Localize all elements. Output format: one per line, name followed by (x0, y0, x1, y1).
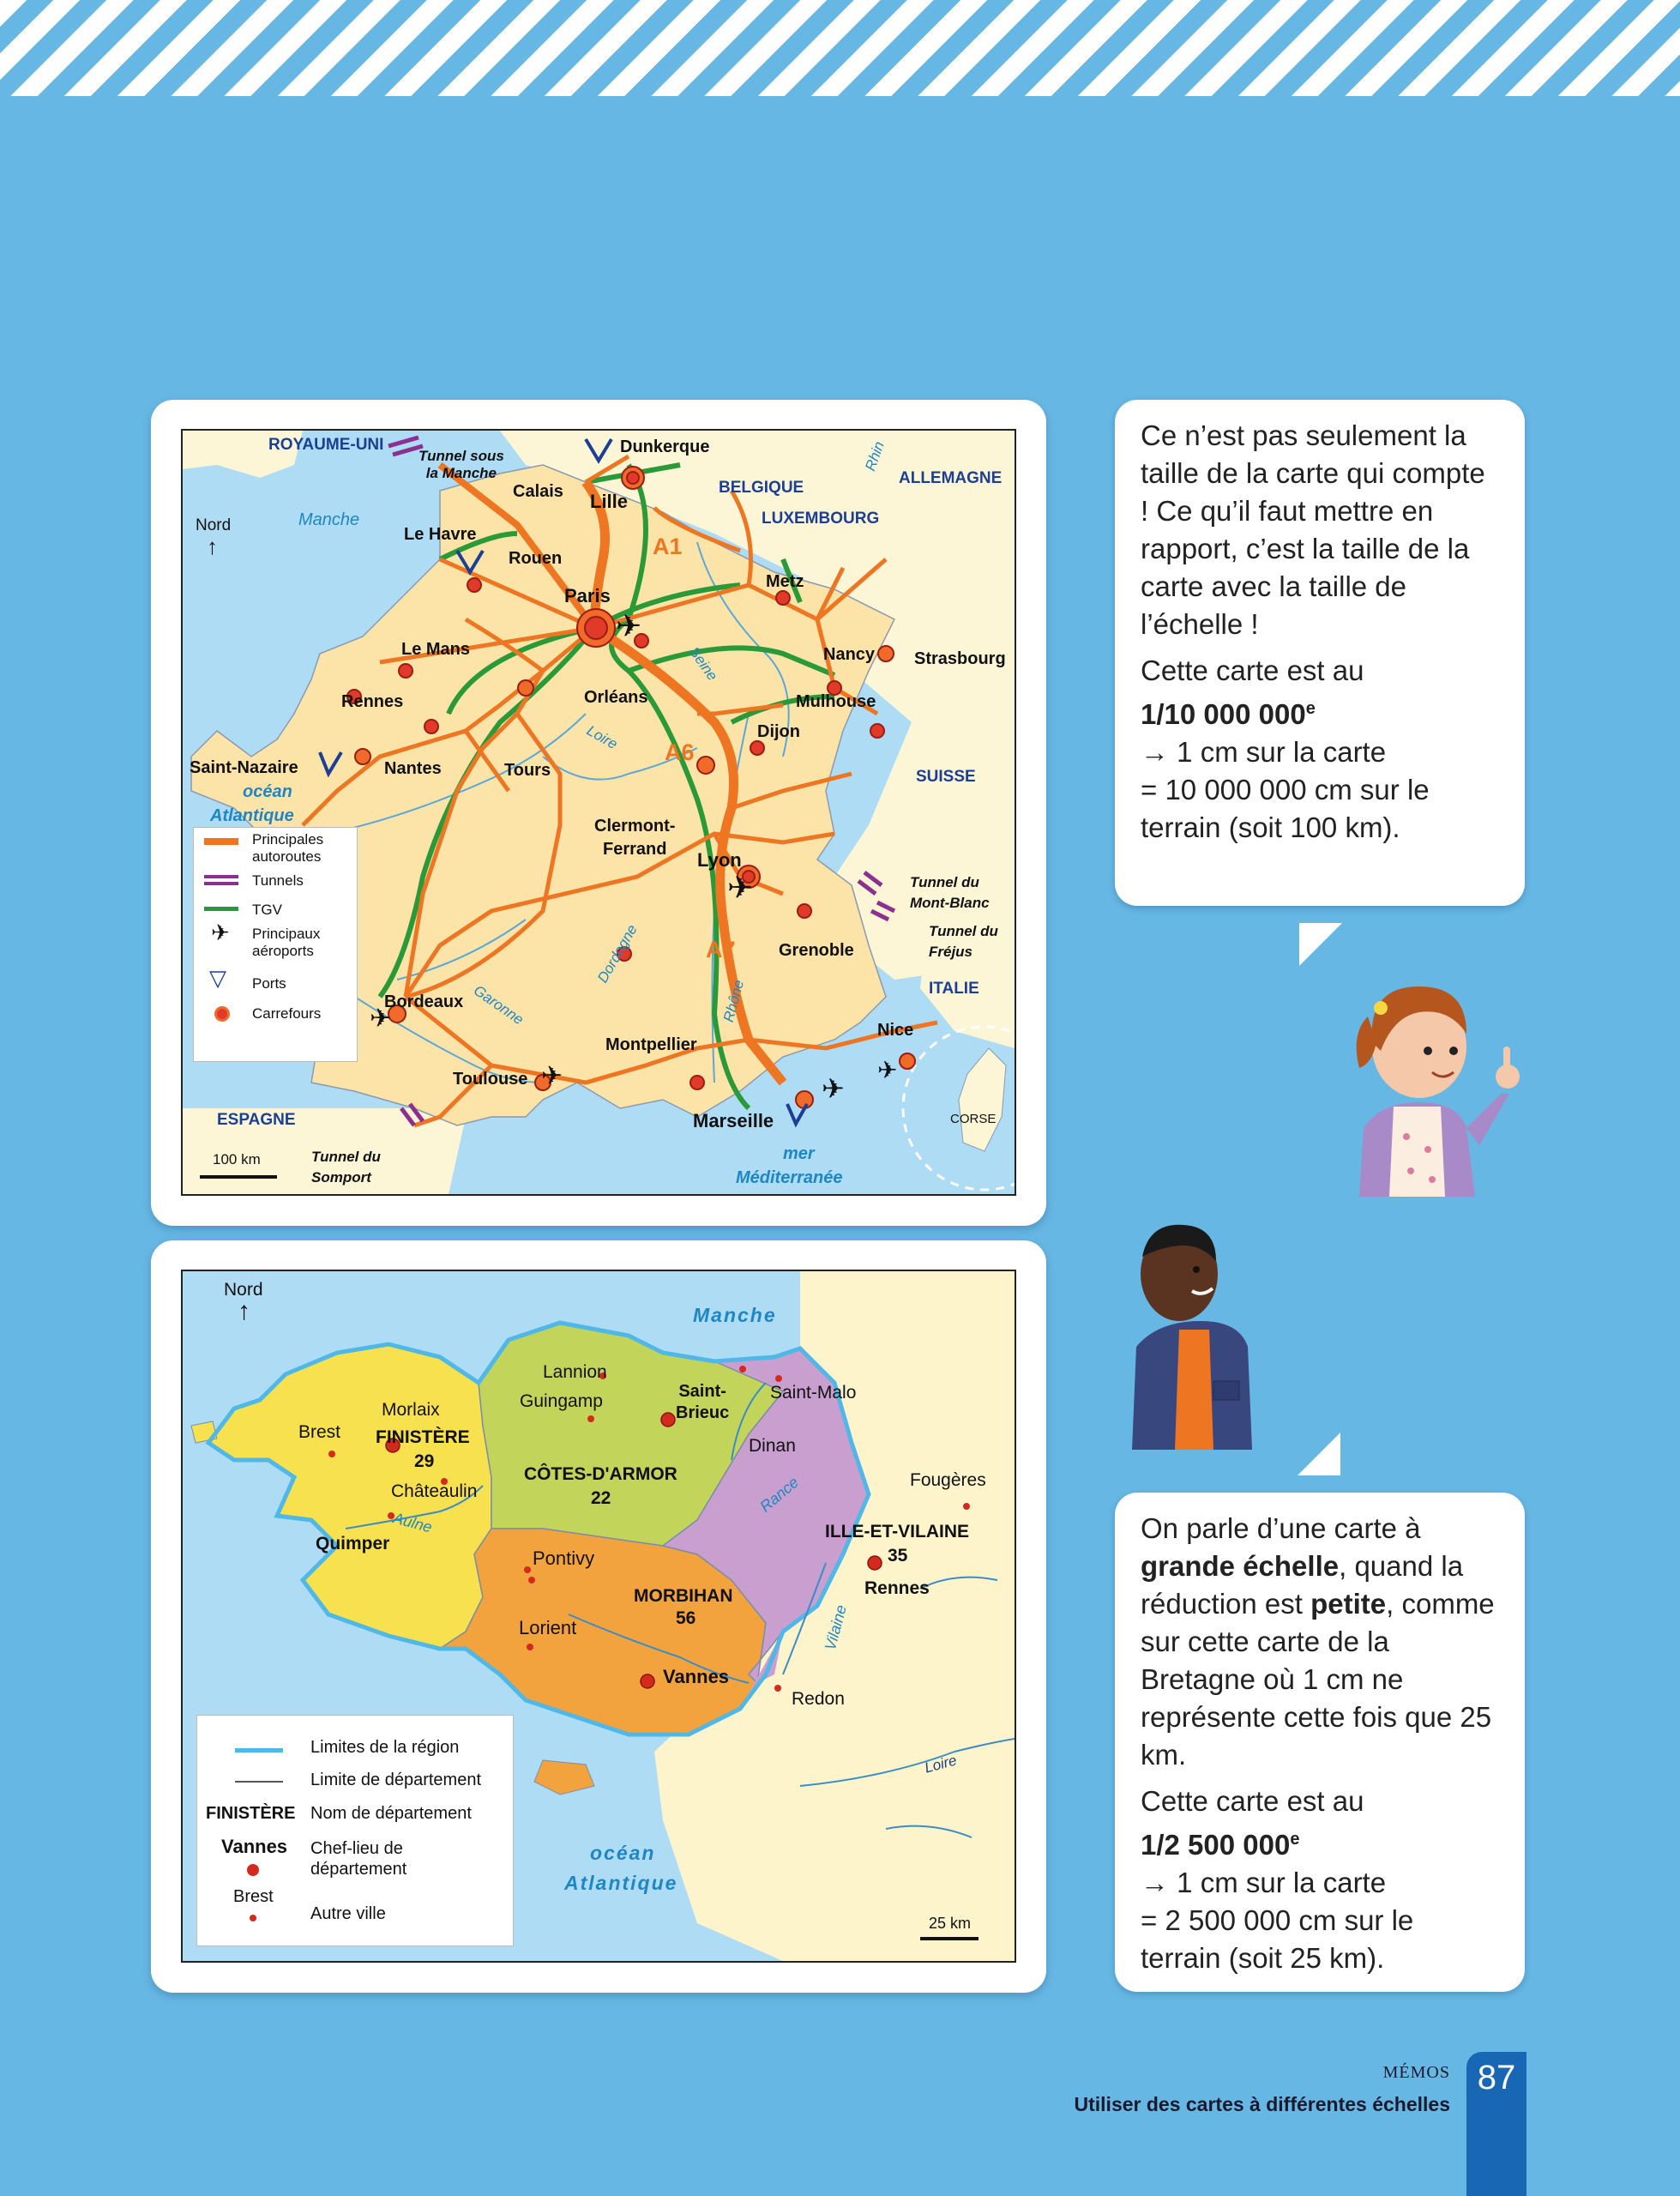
label-ocean: océan (590, 1842, 656, 1864)
svg-text:✈: ✈ (541, 1062, 563, 1090)
label-atlantique: Atlantique (210, 806, 294, 825)
city-saint-nazaire: Saint-Nazaire (190, 758, 298, 777)
bretagne-map (181, 1270, 1016, 1963)
dept-finistere: FINISTÈRE (376, 1427, 470, 1447)
label-italie: ITALIE (929, 980, 979, 998)
bubble1-intro: Cette carte est au (1141, 655, 1364, 686)
city-marseille: Marseille (693, 1110, 774, 1131)
city-lorient: Lorient (519, 1617, 577, 1638)
city-tours: Tours (504, 761, 551, 780)
legend-chef-key: Vannes (221, 1836, 288, 1857)
svg-text:✈: ✈ (616, 608, 642, 643)
city-montpellier: Montpellier (605, 1035, 697, 1054)
label-ocean: océan (243, 782, 292, 801)
scale-bar (200, 1175, 277, 1179)
legend-region-swatch (235, 1748, 283, 1753)
city-metz: Metz (766, 572, 804, 591)
bubble2-scale: 1/2 500 000e (1141, 1829, 1300, 1861)
label-suisse: SUISSE (916, 768, 976, 786)
svg-text:✈: ✈ (370, 1004, 392, 1033)
city-fougeres: Fougères (910, 1470, 986, 1490)
svg-text:✈: ✈ (877, 1057, 898, 1083)
boy-character-illustration (1123, 1218, 1304, 1450)
label-allemagne: ALLEMAGNE (899, 469, 1003, 487)
legend-dept-label: Limite de département (310, 1771, 482, 1789)
legend-port-icon: ▽ (209, 965, 226, 991)
label-loire: Loire (923, 1752, 959, 1777)
label-garonne: Garonne (470, 981, 527, 1029)
city-morlaix: Morlaix (382, 1400, 440, 1420)
label-seine: Seine (685, 643, 721, 684)
city-paris: Paris (564, 585, 611, 606)
north-label: Nord (224, 1280, 263, 1300)
girl-character-illustration (1346, 965, 1526, 1197)
city-mulhouse: Mulhouse (796, 692, 876, 711)
footer-chapter-title: Utiliser des cartes à différentes échelles (1074, 2093, 1450, 2115)
city-saint-malo: Saint-Malo (770, 1383, 857, 1403)
label-mediterranee: Méditerranée (736, 1168, 843, 1187)
city-dinan: Dinan (749, 1436, 796, 1456)
label-dordogne: Dordogne (594, 921, 641, 986)
label-vilaine: Vilaine (821, 1602, 850, 1652)
city-lyon: Lyon (697, 849, 742, 871)
bubble2-line1: → 1 cm sur la carte (1141, 1867, 1387, 1898)
legend-dept-swatch (235, 1781, 283, 1783)
city-le-mans: Le Mans (401, 640, 471, 659)
city-clermont: Clermont- Ferrand (594, 817, 676, 859)
city-orleans: Orléans (584, 688, 648, 707)
city-grenoble: Grenoble (779, 941, 854, 960)
city-lannion: Lannion (543, 1362, 607, 1382)
dept-cotes-armor: CÔTES-D'ARMOR (524, 1464, 677, 1484)
bretagne-legend (196, 1715, 514, 1946)
bubble2-line2: = 2 500 000 cm sur le terrain (soit 25 km). (1141, 1904, 1414, 1974)
page-number: 87 (1466, 2052, 1526, 2196)
city-strasbourg: Strasbourg (914, 649, 1006, 668)
legend-autoroute-swatch (204, 838, 238, 845)
legend-tunnel-label: Tunnels (252, 872, 304, 889)
label-manche: Manche (298, 510, 360, 529)
label-aulne: Aulne (391, 1509, 434, 1536)
label-corse: CORSE (950, 1112, 997, 1126)
france-legend (193, 827, 358, 1062)
city-bordeaux: Bordeaux (384, 992, 464, 1011)
bubble2-intro: Cette carte est au (1141, 1785, 1364, 1817)
city-nantes: Nantes (384, 759, 442, 778)
north-arrow: ↑ (238, 1297, 250, 1325)
scale-bar (920, 1937, 978, 1940)
legend-chef-icon (247, 1864, 259, 1876)
city-brest: Brest (298, 1422, 341, 1442)
label-espagne: ESPAGNE (217, 1111, 296, 1129)
legend-tunnel-swatch (204, 875, 238, 885)
svg-text:✈: ✈ (727, 870, 754, 905)
a6-label: A6 (665, 739, 695, 765)
label-rance: Rance (756, 1473, 803, 1516)
a1-label: A1 (653, 534, 683, 559)
label-rhone: Rhône (720, 978, 748, 1024)
city-redon: Redon (792, 1689, 845, 1709)
france-transport-map (181, 429, 1016, 1196)
legend-autre-icon (250, 1915, 256, 1922)
tunnel-frejus-label: Tunnel du Fréjus (929, 923, 998, 960)
tunnel-somport-label: Tunnel du Somport (311, 1149, 381, 1185)
city-guingamp: Guingamp (520, 1391, 603, 1411)
city-nice: Nice (877, 1021, 914, 1040)
label-belgique: BELGIQUE (719, 479, 804, 497)
bubble2-text: On parle d’une carte à grande échelle, quand la réduction est petite, comme sur cette carte de la Bretagne où 1 cm ne représente cette fois que 25 km. (1141, 1512, 1495, 1771)
north-arrow: ↑ (207, 534, 218, 559)
legend-crossroad-icon (214, 1006, 230, 1022)
speech-bubble-small-scale (1115, 400, 1525, 906)
svg-text:✈: ✈ (822, 1073, 845, 1104)
city-rouen: Rouen (509, 549, 563, 568)
city-quimper: Quimper (316, 1534, 390, 1553)
label-loire: Loire (584, 721, 621, 753)
label-uk: ROYAUME-UNI (268, 436, 384, 454)
legend-airport-icon: ✈ (211, 920, 230, 945)
dept-morbihan: MORBIHAN (634, 1586, 733, 1606)
bubble2-tail (1298, 1433, 1340, 1475)
bubble1-tail (1299, 923, 1342, 966)
legend-name-key: FINISTÈRE (206, 1804, 296, 1823)
city-rennes: Rennes (341, 692, 404, 711)
city-saint-brieuc: Saint- Brieuc (676, 1382, 730, 1422)
tunnel-manche-label: Tunnel sous la Manche (418, 448, 504, 481)
dept-cotes-armor-num: 22 (591, 1488, 611, 1508)
dept-finistere-num: 29 (414, 1451, 435, 1471)
label-atlantique: Atlantique (564, 1872, 678, 1894)
decorative-striped-banner (0, 0, 1680, 96)
legend-port-label: Ports (252, 975, 286, 992)
label-rhin: Rhin (862, 439, 888, 474)
city-dunkerque: Dunkerque (620, 437, 710, 456)
scale-label: 100 km (213, 1151, 261, 1167)
city-toulouse: Toulouse (453, 1070, 528, 1089)
legend-chef-label: Chef-lieu de département (310, 1839, 407, 1879)
north-label: Nord (196, 516, 232, 534)
legend-tgv-label: TGV (252, 902, 282, 918)
legend-airport-label: Principaux aéroports (252, 926, 321, 959)
legend-region-label: Limites de la région (310, 1738, 460, 1757)
label-manche: Manche (693, 1304, 777, 1326)
a7-label: A7 (706, 937, 736, 962)
label-mer: mer (783, 1144, 815, 1163)
legend-autre-key: Brest (233, 1887, 274, 1906)
bubble1-line2: = 10 000 000 cm sur le terrain (soit 100 km). (1141, 774, 1430, 843)
tunnel-montblanc-label: Tunnel du Mont-Blanc (910, 874, 990, 911)
city-lille: Lille (590, 491, 629, 512)
bubble1-line1: → 1 cm sur la carte (1141, 736, 1387, 768)
city-pontivy: Pontivy (533, 1547, 595, 1569)
dept-ille-et-vilaine-num: 35 (888, 1546, 908, 1566)
city-le-havre: Le Havre (404, 525, 477, 544)
speech-bubble-large-scale (1115, 1493, 1525, 1992)
city-vannes: Vannes (663, 1666, 730, 1687)
legend-autoroute-label: Principales autoroutes (252, 831, 324, 865)
dept-morbihan-num: 56 (676, 1608, 696, 1628)
legend-crossroad-label: Carrefours (252, 1005, 322, 1022)
label-luxembourg: LUXEMBOURG (762, 510, 880, 528)
legend-tgv-swatch (204, 907, 238, 911)
city-nancy: Nancy (823, 645, 876, 664)
city-calais: Calais (513, 482, 563, 501)
legend-autre-label: Autre ville (310, 1904, 386, 1923)
city-chateaulin: Châteaulin (391, 1481, 478, 1501)
bubble1-scale: 1/10 000 000e (1141, 698, 1316, 730)
city-rennes: Rennes (864, 1578, 930, 1598)
legend-name-label: Nom de département (310, 1804, 472, 1823)
bubble1-text: Ce n’est pas seulement la taille de la carte qui compte ! Ce qu’il faut mettre en rapport, c’est la taille de la carte avec la taille de l’échelle ! (1141, 419, 1485, 640)
city-dijon: Dijon (757, 722, 800, 741)
footer-memos-label: MÉMOS (1382, 2063, 1450, 2082)
dept-ille-et-vilaine: ILLE-ET-VILAINE (825, 1522, 969, 1541)
scale-label: 25 km (929, 1915, 972, 1932)
